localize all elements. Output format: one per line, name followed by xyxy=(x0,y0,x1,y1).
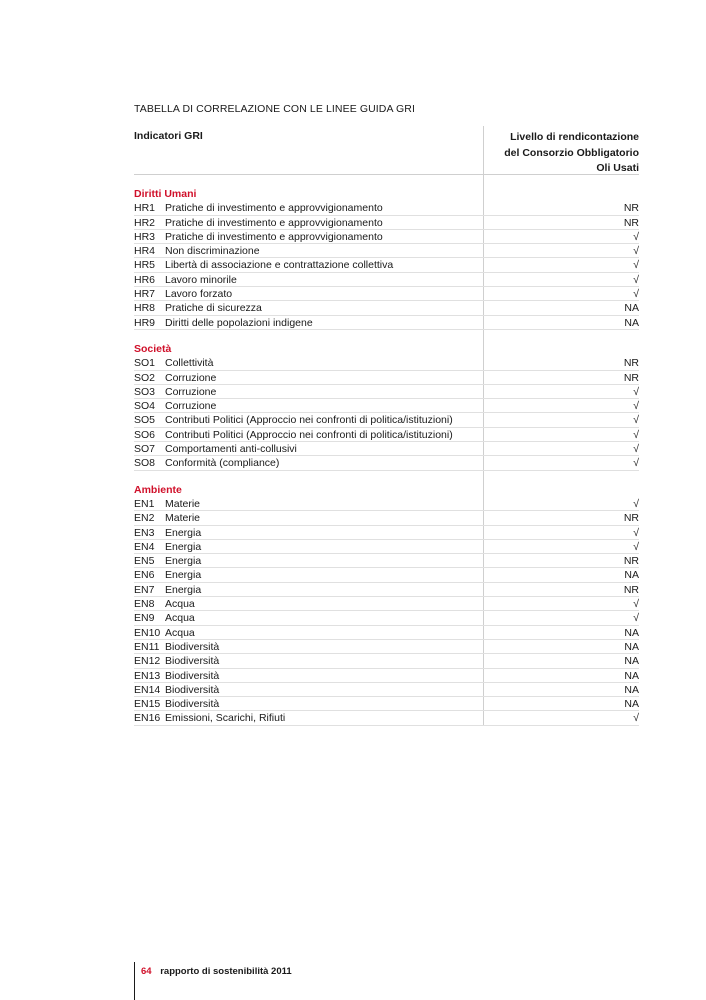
indicator-label: Biodiversità xyxy=(165,669,220,682)
table-row xyxy=(134,230,639,244)
indicator-code: SO4 xyxy=(134,400,156,413)
column-divider xyxy=(483,711,484,724)
indicator-code: EN1 xyxy=(134,497,155,510)
column-divider xyxy=(483,471,484,483)
indicator-code: HR6 xyxy=(134,273,156,286)
footer-rule xyxy=(134,962,135,1000)
column-divider xyxy=(483,568,484,581)
indicator-label: Corruzione xyxy=(165,385,217,398)
table-row xyxy=(134,399,639,413)
section-title-text: Ambiente xyxy=(134,483,182,496)
indicator-code: SO3 xyxy=(134,385,156,398)
column-divider xyxy=(483,483,484,497)
section-title-text: Società xyxy=(134,342,172,355)
indicator-label: Contributi Politici (Approccio nei confronti di politica/istituzioni) xyxy=(165,414,453,427)
table-row xyxy=(134,356,639,370)
table-row xyxy=(134,497,639,511)
indicator-label: Materie xyxy=(165,497,201,510)
indicator-label: Conformità (compliance) xyxy=(165,457,280,470)
indicator-code: SO2 xyxy=(134,371,156,384)
indicator-label: Biodiversità xyxy=(165,640,220,653)
column-divider xyxy=(483,611,484,624)
table-row xyxy=(134,273,639,287)
indicator-label: Pratiche di investimento e approvvigionamento xyxy=(165,216,383,229)
reporting-level: √ xyxy=(633,443,639,456)
indicator-code: EN12 xyxy=(134,655,161,668)
table-row xyxy=(134,611,639,625)
indicator-label: Acqua xyxy=(165,612,195,625)
column-divider xyxy=(483,287,484,300)
column-divider xyxy=(483,683,484,696)
indicator-label: Energia xyxy=(165,569,202,582)
indicator-code: SO6 xyxy=(134,428,156,441)
reporting-level: √ xyxy=(633,288,639,301)
indicator-label: Pratiche di sicurezza xyxy=(165,302,262,315)
indicator-label: Biodiversità xyxy=(165,655,220,668)
reporting-level: NR xyxy=(623,583,639,596)
indicator-label: Materie xyxy=(165,512,201,525)
reporting-level: NR xyxy=(623,216,639,229)
reporting-level: √ xyxy=(633,526,639,539)
indicator-label: Lavoro forzato xyxy=(165,288,233,301)
table-row xyxy=(134,597,639,611)
indicator-code: HR4 xyxy=(134,245,156,258)
footer-text: rapporto di sostenibilità 2011 xyxy=(160,966,292,977)
column-divider xyxy=(483,669,484,682)
indicator-code: HR9 xyxy=(134,316,156,329)
header-line: Livello di rendicontazione xyxy=(510,131,639,143)
indicator-label: Libertà di associazione e contrattazione collettiva xyxy=(165,259,394,272)
column-divider xyxy=(483,640,484,653)
table-row xyxy=(134,413,639,427)
table-row xyxy=(134,428,639,442)
column-divider xyxy=(483,371,484,384)
column-divider xyxy=(483,511,484,524)
reporting-level: √ xyxy=(633,612,639,625)
indicator-label: Energia xyxy=(165,540,202,553)
column-divider xyxy=(483,342,484,356)
indicator-code: EN9 xyxy=(134,612,155,625)
reporting-level: √ xyxy=(633,540,639,553)
table-row xyxy=(134,640,639,654)
indicator-label: Biodiversità xyxy=(165,683,220,696)
gri-correlation-table xyxy=(134,126,639,726)
column-divider xyxy=(483,126,484,174)
section-gap xyxy=(134,330,639,342)
column-divider xyxy=(483,597,484,610)
indicator-label: Corruzione xyxy=(165,371,217,384)
indicator-code: EN7 xyxy=(134,583,155,596)
table-row xyxy=(134,442,639,456)
column-divider xyxy=(483,330,484,342)
column-divider xyxy=(483,258,484,271)
column-divider xyxy=(483,316,484,329)
column-divider xyxy=(483,554,484,567)
reporting-level: √ xyxy=(633,428,639,441)
reporting-level: √ xyxy=(633,457,639,470)
reporting-level: NA xyxy=(624,569,639,582)
section-gap xyxy=(134,175,639,187)
reporting-level: √ xyxy=(633,230,639,243)
column-divider xyxy=(483,175,484,187)
table-row xyxy=(134,456,639,470)
table-row xyxy=(134,216,639,230)
reporting-level: √ xyxy=(633,400,639,413)
table-row xyxy=(134,287,639,301)
reporting-level: NR xyxy=(623,357,639,370)
indicator-code: HR3 xyxy=(134,230,156,243)
reporting-level: √ xyxy=(633,245,639,258)
column-divider xyxy=(483,230,484,243)
indicator-code: EN15 xyxy=(134,698,161,711)
reporting-level: √ xyxy=(633,273,639,286)
table-row xyxy=(134,201,639,215)
column-divider xyxy=(483,244,484,257)
indicator-code: EN6 xyxy=(134,569,155,582)
table-header xyxy=(134,126,639,175)
table-row xyxy=(134,526,639,540)
column-divider xyxy=(483,654,484,667)
column-divider xyxy=(483,583,484,596)
column-divider xyxy=(483,697,484,710)
table-row xyxy=(134,654,639,668)
indicator-label: Lavoro minorile xyxy=(165,273,237,286)
section-title xyxy=(134,483,639,497)
reporting-level: NA xyxy=(624,640,639,653)
table-row xyxy=(134,316,639,330)
indicator-code: SO5 xyxy=(134,414,156,427)
section-gap xyxy=(134,471,639,483)
page-footer xyxy=(141,966,292,977)
indicator-label: Pratiche di investimento e approvvigionamento xyxy=(165,202,383,215)
indicator-code: EN10 xyxy=(134,626,161,639)
column-divider xyxy=(483,399,484,412)
reporting-level: NA xyxy=(624,655,639,668)
reporting-level: √ xyxy=(633,598,639,611)
indicator-code: HR1 xyxy=(134,202,156,215)
indicator-label: Diritti delle popolazioni indigene xyxy=(165,316,313,329)
column-divider xyxy=(483,526,484,539)
column-divider xyxy=(483,356,484,369)
indicator-label: Corruzione xyxy=(165,400,217,413)
reporting-level: NR xyxy=(623,512,639,525)
table-row xyxy=(134,244,639,258)
reporting-level: NA xyxy=(624,669,639,682)
indicator-code: SO8 xyxy=(134,457,156,470)
section-title xyxy=(134,342,639,356)
indicator-code: EN8 xyxy=(134,598,155,611)
indicator-label: Acqua xyxy=(165,598,195,611)
table-row xyxy=(134,683,639,697)
reporting-level: NR xyxy=(623,202,639,215)
reporting-level: NR xyxy=(623,371,639,384)
indicator-code: HR5 xyxy=(134,259,156,272)
indicator-code: EN2 xyxy=(134,512,155,525)
indicator-label: Contributi Politici (Approccio nei confronti di politica/istituzioni) xyxy=(165,428,453,441)
reporting-level: NR xyxy=(623,555,639,568)
table-row xyxy=(134,568,639,582)
section-title xyxy=(134,187,639,201)
indicator-code: HR8 xyxy=(134,302,156,315)
table-row xyxy=(134,669,639,683)
indicator-label: Collettività xyxy=(165,357,214,370)
header-reporting-level xyxy=(484,126,639,174)
page-title: TABELLA DI CORRELAZIONE CON LE LINEE GUIDA GRI xyxy=(134,103,415,115)
header-line: Oli Usati xyxy=(596,162,639,174)
table-row xyxy=(134,385,639,399)
column-divider xyxy=(483,273,484,286)
indicator-label: Acqua xyxy=(165,626,195,639)
table-row xyxy=(134,626,639,640)
indicator-label: Non discriminazione xyxy=(165,245,260,258)
indicator-label: Energia xyxy=(165,526,202,539)
indicator-code: SO7 xyxy=(134,443,156,456)
indicator-label: Energia xyxy=(165,555,202,568)
column-divider xyxy=(483,216,484,229)
reporting-level: √ xyxy=(633,259,639,272)
indicator-label: Emissioni, Scarichi, Rifiuti xyxy=(165,712,286,725)
indicator-code: EN13 xyxy=(134,669,161,682)
column-divider xyxy=(483,385,484,398)
table-row xyxy=(134,540,639,554)
table-row xyxy=(134,554,639,568)
reporting-level: NA xyxy=(624,626,639,639)
table-row xyxy=(134,371,639,385)
table-row xyxy=(134,511,639,525)
reporting-level: NA xyxy=(624,316,639,329)
column-divider xyxy=(483,540,484,553)
section-title-text: Diritti Umani xyxy=(134,188,197,200)
column-divider xyxy=(483,456,484,469)
reporting-level: √ xyxy=(633,414,639,427)
indicator-code: HR7 xyxy=(134,288,156,301)
header-indicators: Indicatori GRI xyxy=(134,130,203,142)
reporting-level: √ xyxy=(633,385,639,398)
reporting-level: NA xyxy=(624,698,639,711)
indicator-code: EN11 xyxy=(134,640,160,653)
table-row xyxy=(134,711,639,725)
table-row xyxy=(134,583,639,597)
indicator-label: Biodiversità xyxy=(165,698,220,711)
indicator-code: EN16 xyxy=(134,712,161,725)
indicator-code: EN4 xyxy=(134,540,155,553)
indicator-code: EN5 xyxy=(134,555,155,568)
column-divider xyxy=(483,428,484,441)
indicator-label: Energia xyxy=(165,583,202,596)
reporting-level: NA xyxy=(624,302,639,315)
indicator-code: SO1 xyxy=(134,357,156,370)
column-divider xyxy=(483,187,484,201)
column-divider xyxy=(483,301,484,314)
column-divider xyxy=(483,497,484,510)
column-divider xyxy=(483,442,484,455)
indicator-label: Comportamenti anti-collusivi xyxy=(165,443,297,456)
reporting-level: √ xyxy=(633,497,639,510)
table-row xyxy=(134,301,639,315)
column-divider xyxy=(483,413,484,426)
table-body xyxy=(134,175,639,726)
indicator-label: Pratiche di investimento e approvvigionamento xyxy=(165,230,383,243)
indicator-code: EN14 xyxy=(134,683,161,696)
indicator-code: EN3 xyxy=(134,526,155,539)
page-number: 64 xyxy=(141,966,152,977)
header-line: del Consorzio Obbligatorio xyxy=(504,146,639,159)
indicator-code: HR2 xyxy=(134,216,156,229)
reporting-level: √ xyxy=(633,712,639,725)
reporting-level: NA xyxy=(624,683,639,696)
column-divider xyxy=(483,201,484,214)
column-divider xyxy=(483,626,484,639)
table-row xyxy=(134,258,639,272)
table-row xyxy=(134,697,639,711)
